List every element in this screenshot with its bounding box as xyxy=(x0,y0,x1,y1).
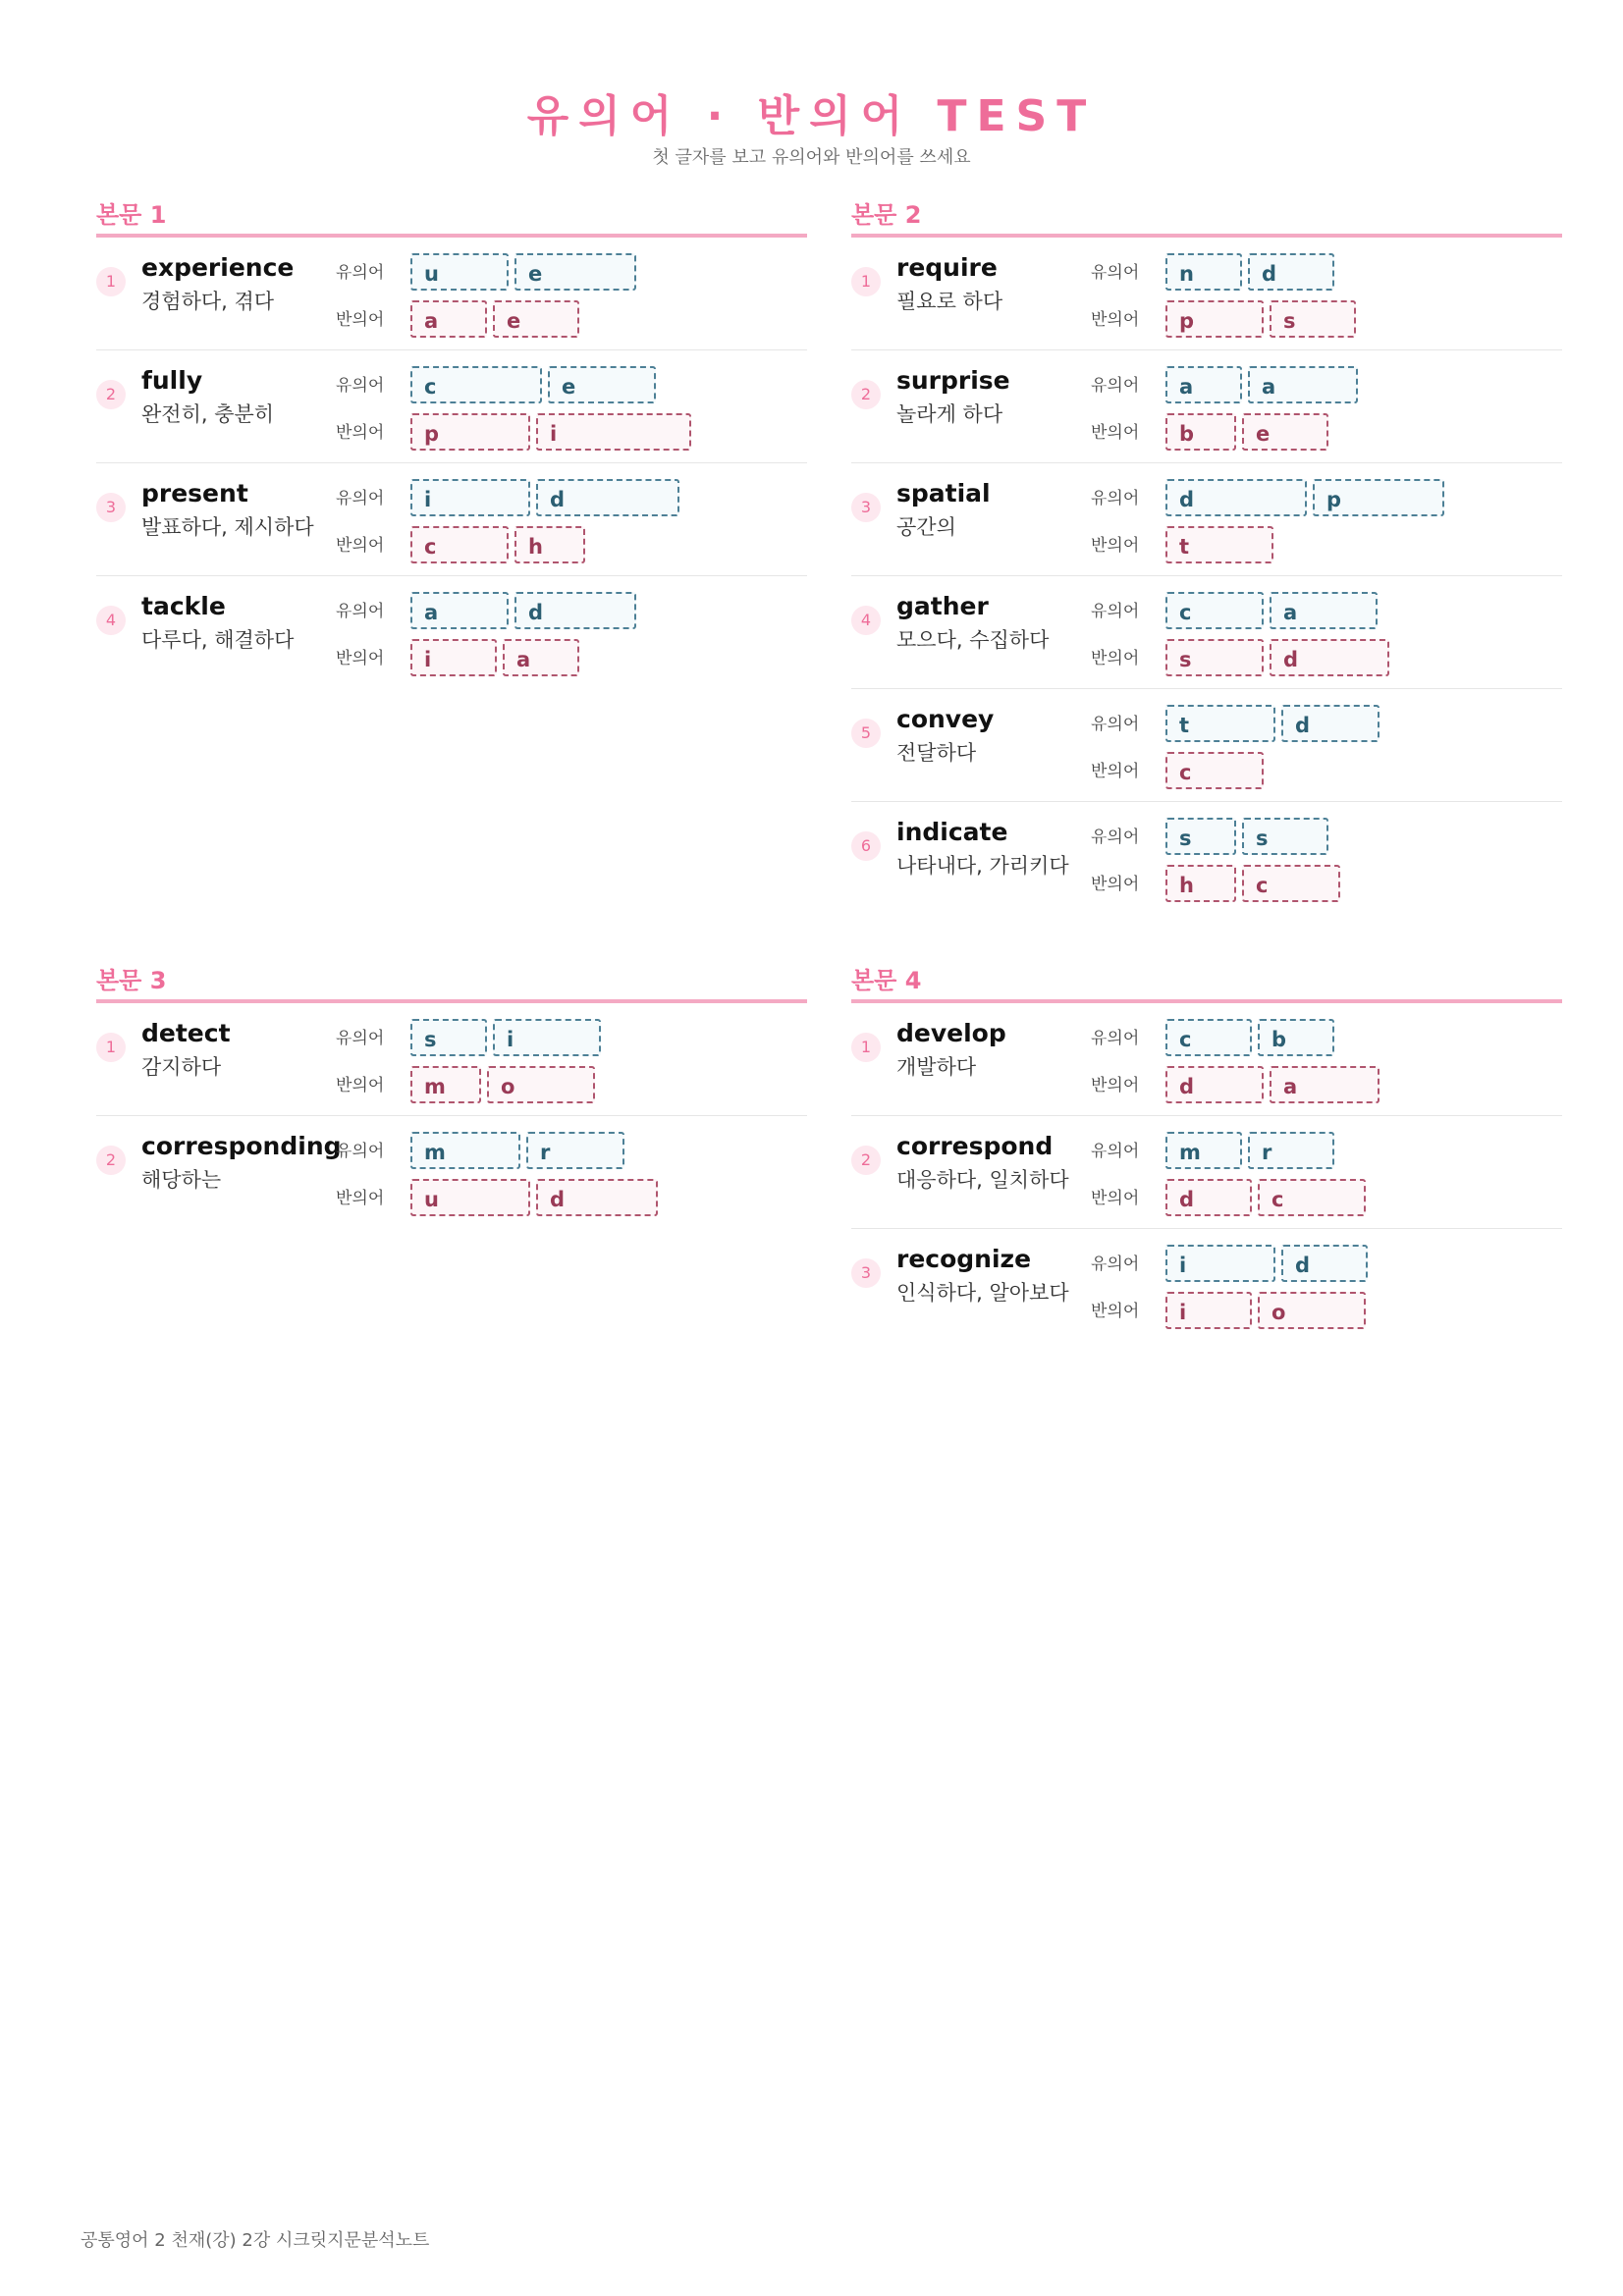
english-word: tackle xyxy=(141,592,226,620)
antonym-label: 반의어 xyxy=(1091,1302,1140,1321)
answer-boxes xyxy=(1165,705,1385,742)
korean-meaning: 인식하다, 알아보다 xyxy=(896,1281,1069,1305)
synonym-label: 유의어 xyxy=(1091,263,1140,283)
item-number-badge: 1 xyxy=(851,267,881,296)
synonym-answer-box[interactable]: e xyxy=(514,253,636,291)
section-title: 본문 1 xyxy=(96,196,807,238)
antonym-label: 반의어 xyxy=(336,310,385,330)
synonym-label: 유의어 xyxy=(336,1142,385,1161)
item-number-badge: 3 xyxy=(96,493,126,522)
korean-meaning: 개발하다 xyxy=(896,1055,977,1079)
korean-meaning: 완전히, 충분히 xyxy=(141,402,275,426)
item-number-badge: 1 xyxy=(96,1033,126,1062)
english-word: surprise xyxy=(896,366,1010,395)
answer-boxes xyxy=(1165,526,1279,563)
english-word: detect xyxy=(141,1019,231,1047)
antonym-label: 반의어 xyxy=(1091,310,1140,330)
antonym-answer-box[interactable]: u xyxy=(410,1179,530,1216)
synonym-answer-box[interactable]: d xyxy=(1281,705,1380,742)
synonym-answer-box[interactable]: c xyxy=(1165,1019,1252,1056)
antonym-label: 반의어 xyxy=(1091,1076,1140,1095)
antonym-answer-box[interactable]: i xyxy=(536,413,691,451)
section-2 xyxy=(851,196,1562,930)
antonym-answer-box[interactable]: i xyxy=(410,639,497,676)
antonym-answer-box[interactable]: c xyxy=(1258,1179,1366,1216)
antonym-answer-box[interactable]: o xyxy=(487,1066,595,1103)
synonym-answer-box[interactable]: s xyxy=(1165,818,1236,855)
synonym-answer-box[interactable]: d xyxy=(1248,253,1334,291)
synonym-label: 유의어 xyxy=(336,376,385,396)
synonym-answer-box[interactable]: n xyxy=(1165,253,1242,291)
answer-boxes xyxy=(1165,1292,1372,1329)
answer-boxes xyxy=(410,1132,630,1169)
answer-boxes xyxy=(1165,300,1362,338)
word-item xyxy=(851,705,1562,802)
antonym-answer-box[interactable]: c xyxy=(1242,865,1340,902)
antonym-label: 반의어 xyxy=(336,1076,385,1095)
korean-meaning: 대응하다, 일치하다 xyxy=(896,1168,1069,1192)
synonym-label: 유의어 xyxy=(336,263,385,283)
page-title: 유의어 · 반의어 TEST xyxy=(526,91,1097,141)
antonym-answer-box[interactable]: t xyxy=(1165,526,1273,563)
synonym-label: 유의어 xyxy=(1091,828,1140,847)
synonym-answer-box[interactable]: a xyxy=(1165,366,1242,403)
section-4 xyxy=(851,962,1562,1357)
antonym-label: 반의어 xyxy=(336,536,385,556)
item-number-badge: 2 xyxy=(851,380,881,409)
answer-boxes xyxy=(1165,479,1450,516)
synonym-answer-box[interactable]: p xyxy=(1313,479,1444,516)
synonym-answer-box[interactable]: d xyxy=(514,592,636,629)
word-item xyxy=(96,1019,807,1116)
section-1 xyxy=(96,196,807,704)
word-item xyxy=(96,253,807,350)
antonym-answer-box[interactable]: p xyxy=(1165,300,1264,338)
synonym-answer-box[interactable]: e xyxy=(548,366,656,403)
item-number-badge: 5 xyxy=(851,719,881,748)
antonym-answer-box[interactable]: d xyxy=(1165,1066,1264,1103)
synonym-answer-box[interactable]: t xyxy=(1165,705,1275,742)
synonym-answer-box[interactable]: m xyxy=(410,1132,520,1169)
english-word: indicate xyxy=(896,818,1008,846)
antonym-answer-box[interactable]: s xyxy=(1270,300,1356,338)
word-item xyxy=(851,592,1562,689)
item-number-badge: 2 xyxy=(96,380,126,409)
synonym-answer-box[interactable]: u xyxy=(410,253,509,291)
synonym-answer-box[interactable]: i xyxy=(410,479,530,516)
antonym-answer-box[interactable]: b xyxy=(1165,413,1236,451)
antonym-answer-box[interactable]: m xyxy=(410,1066,481,1103)
korean-meaning: 경험하다, 겪다 xyxy=(141,290,275,313)
answer-boxes xyxy=(1165,1245,1374,1282)
answer-boxes xyxy=(1165,818,1334,855)
word-item xyxy=(96,592,807,688)
antonym-answer-box[interactable]: d xyxy=(1165,1179,1252,1216)
synonym-answer-box[interactable]: r xyxy=(1248,1132,1334,1169)
answer-boxes xyxy=(1165,1179,1372,1216)
antonym-label: 반의어 xyxy=(1091,423,1140,443)
answer-boxes xyxy=(1165,366,1364,403)
answer-boxes xyxy=(410,1179,664,1216)
english-word: experience xyxy=(141,253,295,282)
word-item xyxy=(96,1132,807,1228)
antonym-label: 반의어 xyxy=(336,423,385,443)
answer-boxes xyxy=(1165,592,1383,629)
answer-boxes xyxy=(1165,752,1270,789)
korean-meaning: 놀라게 하다 xyxy=(896,402,1003,426)
synonym-answer-box[interactable]: m xyxy=(1165,1132,1242,1169)
antonym-answer-box[interactable]: p xyxy=(410,413,530,451)
korean-meaning: 다루다, 해결하다 xyxy=(141,628,295,652)
synonym-label: 유의어 xyxy=(1091,602,1140,621)
korean-meaning: 나타내다, 가리키다 xyxy=(896,854,1069,878)
word-item xyxy=(851,253,1562,350)
english-word: require xyxy=(896,253,998,282)
antonym-label: 반의어 xyxy=(1091,1189,1140,1208)
synonym-answer-box[interactable]: d xyxy=(536,479,679,516)
antonym-label: 반의어 xyxy=(336,649,385,668)
item-number-badge: 6 xyxy=(851,831,881,861)
antonym-answer-box[interactable]: c xyxy=(1165,752,1264,789)
answer-boxes xyxy=(410,1066,601,1103)
item-list xyxy=(96,238,807,688)
word-item xyxy=(851,1245,1562,1341)
synonym-answer-box[interactable]: s xyxy=(410,1019,487,1056)
item-list xyxy=(851,238,1562,914)
synonym-label: 유의어 xyxy=(336,602,385,621)
english-word: recognize xyxy=(896,1245,1032,1273)
synonym-answer-box[interactable]: r xyxy=(526,1132,624,1169)
korean-meaning: 공간의 xyxy=(896,515,956,539)
synonym-label: 유의어 xyxy=(336,1029,385,1048)
word-item xyxy=(851,818,1562,914)
word-item xyxy=(851,1019,1562,1116)
synonym-label: 유의어 xyxy=(1091,1255,1140,1274)
item-list xyxy=(851,1003,1562,1341)
synonym-label: 유의어 xyxy=(336,489,385,508)
korean-meaning: 감지하다 xyxy=(141,1055,222,1079)
synonym-answer-box[interactable]: a xyxy=(1248,366,1358,403)
word-item xyxy=(96,479,807,576)
english-word: spatial xyxy=(896,479,991,507)
answer-boxes xyxy=(410,526,591,563)
antonym-answer-box[interactable]: a xyxy=(410,300,487,338)
synonym-label: 유의어 xyxy=(1091,376,1140,396)
korean-meaning: 필요로 하다 xyxy=(896,290,1003,313)
antonym-label: 반의어 xyxy=(1091,875,1140,894)
synonym-label: 유의어 xyxy=(1091,715,1140,734)
english-word: fully xyxy=(141,366,203,395)
antonym-answer-box[interactable]: h xyxy=(1165,865,1236,902)
antonym-answer-box[interactable]: d xyxy=(1270,639,1389,676)
antonym-answer-box[interactable]: i xyxy=(1165,1292,1252,1329)
word-item xyxy=(851,479,1562,576)
synonym-label: 유의어 xyxy=(1091,489,1140,508)
item-number-badge: 3 xyxy=(851,493,881,522)
answer-boxes xyxy=(1165,639,1395,676)
item-number-badge: 3 xyxy=(851,1258,881,1288)
item-number-badge: 1 xyxy=(851,1033,881,1062)
synonym-answer-box[interactable]: s xyxy=(1242,818,1328,855)
section-title: 본문 3 xyxy=(96,962,807,1003)
english-word: correspond xyxy=(896,1132,1054,1160)
answer-boxes xyxy=(410,639,585,676)
korean-meaning: 해당하는 xyxy=(141,1168,222,1192)
answer-boxes xyxy=(1165,865,1346,902)
antonym-answer-box[interactable]: s xyxy=(1165,639,1264,676)
synonym-answer-box[interactable]: a xyxy=(410,592,509,629)
korean-meaning: 모으다, 수집하다 xyxy=(896,628,1050,652)
antonym-label: 반의어 xyxy=(1091,762,1140,781)
footer-text: 공통영어 2 천재(강) 2강 시크릿지문분석노트 xyxy=(81,2230,430,2251)
synonym-answer-box[interactable]: b xyxy=(1258,1019,1334,1056)
answer-boxes xyxy=(410,1019,607,1056)
synonym-label: 유의어 xyxy=(1091,1142,1140,1161)
synonym-label: 유의어 xyxy=(1091,1029,1140,1048)
synonym-answer-box[interactable]: c xyxy=(410,366,542,403)
answer-boxes xyxy=(410,413,697,451)
english-word: present xyxy=(141,479,248,507)
item-number-badge: 1 xyxy=(96,267,126,296)
english-word: gather xyxy=(896,592,989,620)
synonym-answer-box[interactable]: d xyxy=(1281,1245,1368,1282)
antonym-answer-box[interactable]: c xyxy=(410,526,509,563)
antonym-label: 반의어 xyxy=(1091,536,1140,556)
answer-boxes xyxy=(410,253,642,291)
answer-boxes xyxy=(1165,253,1340,291)
english-word: convey xyxy=(896,705,995,733)
item-number-badge: 4 xyxy=(851,606,881,635)
answer-boxes xyxy=(1165,1132,1340,1169)
word-item xyxy=(851,1132,1562,1229)
antonym-answer-box[interactable]: e xyxy=(493,300,579,338)
english-word: corresponding xyxy=(141,1132,342,1160)
section-3 xyxy=(96,962,807,1244)
antonym-label: 반의어 xyxy=(1091,649,1140,668)
synonym-answer-box[interactable]: i xyxy=(493,1019,601,1056)
korean-meaning: 전달하다 xyxy=(896,741,977,765)
answer-boxes xyxy=(410,300,585,338)
korean-meaning: 발표하다, 제시하다 xyxy=(141,515,314,539)
answer-boxes xyxy=(1165,413,1334,451)
antonym-answer-box[interactable]: d xyxy=(536,1179,658,1216)
answer-boxes xyxy=(410,592,642,629)
synonym-answer-box[interactable]: d xyxy=(1165,479,1307,516)
antonym-label: 반의어 xyxy=(336,1189,385,1208)
antonym-answer-box[interactable]: a xyxy=(503,639,579,676)
word-item xyxy=(851,366,1562,463)
english-word: develop xyxy=(896,1019,1006,1047)
section-title: 본문 2 xyxy=(851,196,1562,238)
answer-boxes xyxy=(410,479,685,516)
answer-boxes xyxy=(1165,1066,1385,1103)
section-title: 본문 4 xyxy=(851,962,1562,1003)
answer-boxes xyxy=(1165,1019,1340,1056)
answer-boxes xyxy=(410,366,662,403)
antonym-answer-box[interactable]: e xyxy=(1242,413,1328,451)
antonym-answer-box[interactable]: h xyxy=(514,526,585,563)
word-item xyxy=(96,366,807,463)
antonym-answer-box[interactable]: o xyxy=(1258,1292,1366,1329)
item-number-badge: 2 xyxy=(851,1146,881,1175)
item-number-badge: 2 xyxy=(96,1146,126,1175)
item-number-badge: 4 xyxy=(96,606,126,635)
antonym-answer-box[interactable]: a xyxy=(1270,1066,1380,1103)
page-subtitle: 첫 글자를 보고 유의어와 반의어를 쓰세요 xyxy=(652,147,971,168)
synonym-answer-box[interactable]: c xyxy=(1165,592,1264,629)
synonym-answer-box[interactable]: i xyxy=(1165,1245,1275,1282)
item-list xyxy=(96,1003,807,1228)
synonym-answer-box[interactable]: a xyxy=(1270,592,1378,629)
